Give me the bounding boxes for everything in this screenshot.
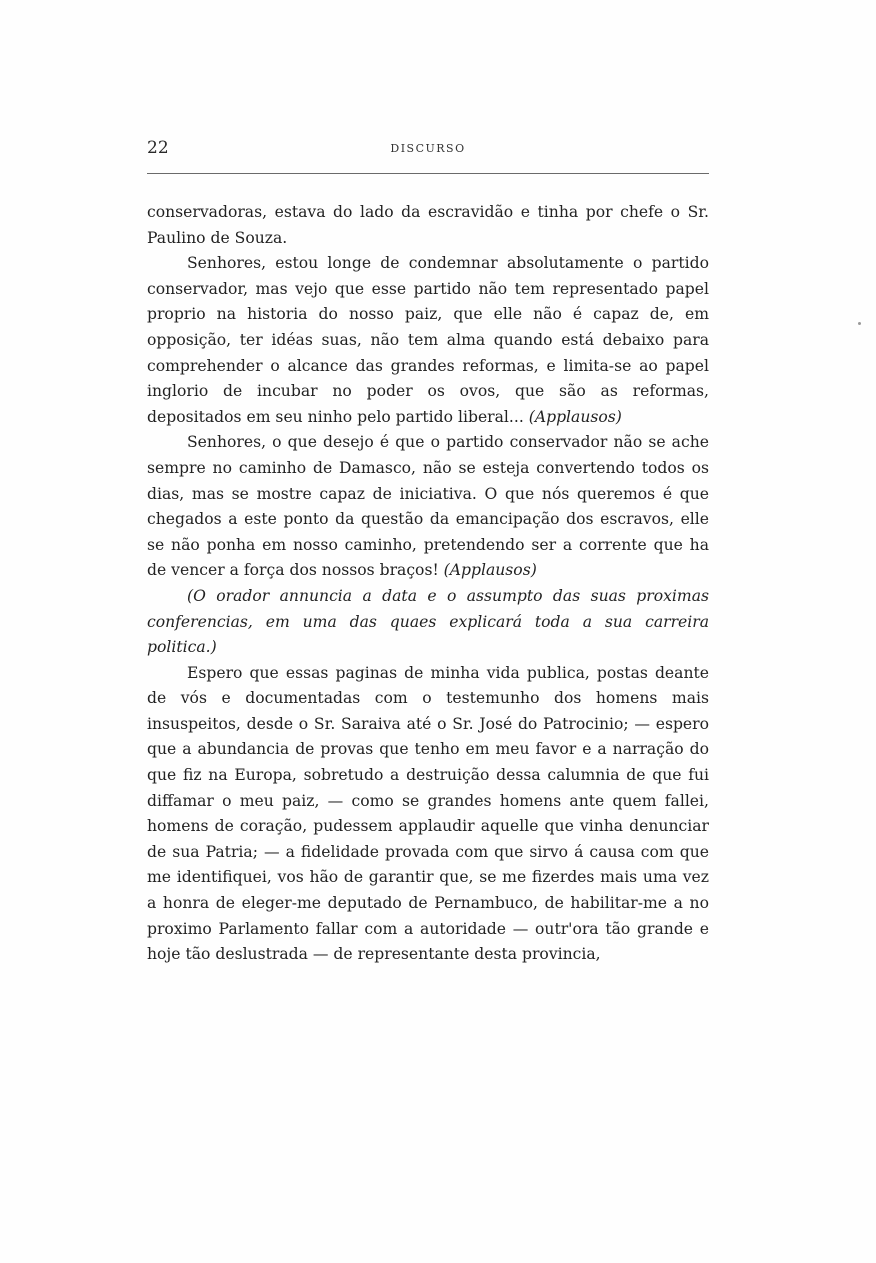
text-run: Senhores, o que desejo é que o partido conservador não se ache sempre no caminho de Damasco, não se esteja convertendo todos os dias, mas se mostre capaz de iniciativa. O que nós queremos é que chegados a este ponto da questão da emancipação dos escravos, elle se não ponha em nosso caminho, pretendendo ser a corrente que ha de vencer a força dos nossos braços! (147, 433, 709, 580)
applause-note: (Applausos) (528, 407, 622, 426)
paragraph (147, 430, 709, 584)
paragraph (147, 661, 709, 968)
running-head: DISCURSO (390, 142, 466, 155)
paragraph (147, 251, 709, 430)
paper-speck (858, 322, 861, 325)
body-text (147, 200, 709, 968)
applause-note: (Applausos) (443, 561, 537, 580)
text-run: (O orador annuncia a data e o assumpto das suas proximas conferencias, em uma das quaes explicará toda a sua carreira politica.) (147, 586, 709, 657)
paragraph (147, 200, 709, 251)
page-header (147, 138, 709, 164)
text-run: conservadoras, estava do lado da escravidão e tinha por chefe o Sr. Paulino de Souza. (147, 203, 709, 247)
text-run: Espero que essas paginas de minha vida publica, postas deante de vós e documentadas com o testemunho dos homens mais insuspeitos, desde o Sr. Saraiva até o Sr. José do Patrocinio; — espero que a abundancia de provas que tenho em meu favor e a narração do que fiz na Europa, sobretudo a destruição dessa calumnia de que fui diffamar o meu paiz, — como se grandes homens ante quem fallei, homens de coração, pudessem applaudir aquelle que vinha denunciar de sua Patria; — a fidelidade provada com que sirvo á causa com que me identifiquei, vos hão de garantir que, se me fizerdes mais uma vez a honra de eleger-me deputado de Pernambuco, de habilitar-me a no proximo Parlamento fallar com a autoridade — outr'ora tão grande e hoje tão deslustrada — de representante desta provincia, (147, 663, 709, 964)
stage-direction (147, 584, 709, 661)
text-run: Senhores, estou longe de condemnar absolutamente o partido conservador, mas vejo que esse partido não tem representado papel proprio na historia do nosso paiz, que elle não é capaz de, em opposição, ter idéas suas, não tem alma quando está debaixo para comprehender o alcance das grandes reformas, e limita-se ao papel inglorio de incubar no poder os ovos, que são as reformas, depositados em seu ninho pelo partido liberal... (147, 254, 709, 426)
header-rule (147, 173, 709, 174)
page-number: 22 (147, 138, 169, 158)
